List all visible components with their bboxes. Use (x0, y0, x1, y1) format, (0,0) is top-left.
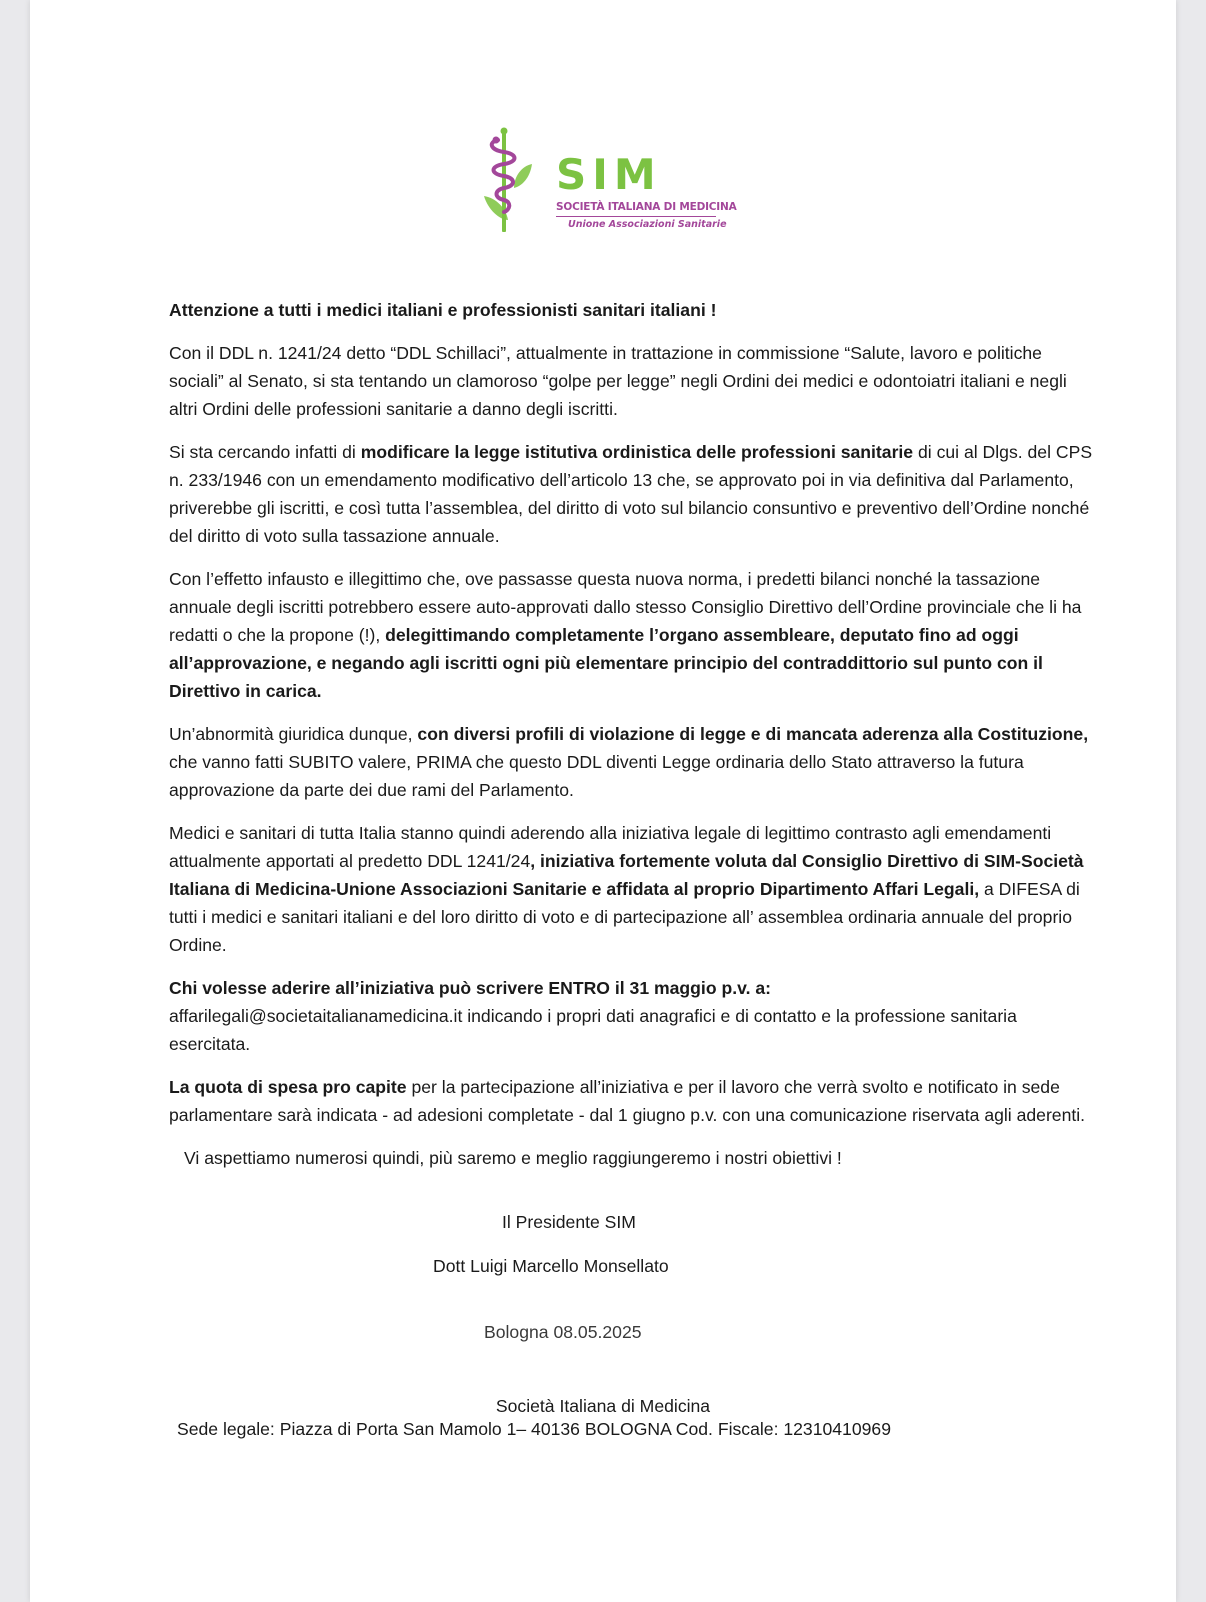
letter-body (169, 296, 1099, 1187)
logo-sim-wordmark: SIM (556, 150, 662, 199)
logo-tagline: Unione Associazioni Sanitarie (568, 219, 727, 230)
footer-address: Sede legale: Piazza di Porta San Mamolo 1– 40136 BOLOGNA Cod. Fiscale: 12310410969 (177, 1419, 891, 1439)
closing-line: Vi aspettiamo numerosi quindi, più saremo e meglio raggiungeremo i nostri obiettivi ! (184, 1148, 842, 1168)
paragraph-7: La quota di spesa pro capite per la partecipazione all’iniziativa e per il lavoro che verrà svolto e notificato in sede parlamentare sarà indicata - ad adesioni completate - dal 1 giugno p.v. con una comunicazione riservata agli aderenti. (169, 1077, 1086, 1125)
paragraph-4: Un’abnormità giuridica dunque, con diversi profili di violazione di legge e di mancata aderenza alla Costituzione, che vanno fatti SUBITO valere, PRIMA che questo DDL diventi Legge ordinaria dello Stato attraverso la futura approvazione da parte dei due rami del Parlamento. (169, 724, 1089, 800)
logo-subtitle: SOCIETÀ ITALIANA DI MEDICINA (556, 201, 737, 213)
paragraph-2: Si sta cercando infatti di modificare la legge istitutiva ordinistica delle professioni sanitarie di cui al Dlgs. del CPS n. 233/1946 con un emendamento modificativo dell’articolo 13 che, se approvato poi in via definitiva dal Parlamento, priverebbe gli iscritti, e così tutta l’assemblea, del diritto di voto sul bilancio consuntivo e preventivo dell’Ordine nonché del diritto di voto sulla tassazione annuale. (169, 442, 1093, 546)
paragraph-1: Con il DDL n. 1241/24 detto “DDL Schillaci”, attualmente in trattazione in commissione “Salute, lavoro e politiche sociali” al Senato, si sta tentando un clamoroso “golpe per legge” negli Ordini dei medici e odontoiatri italiani e negli altri Ordini delle professioni sanitarie a danno degli iscritti. (169, 343, 1067, 419)
paragraph-5: Medici e sanitari di tutta Italia stanno quindi aderendo alla iniziativa legale di legittimo contrasto agli emendamenti attualmente apportati al predetto DDL 1241/24, iniziativa fortemente voluta dal Consiglio Direttivo di SIM-Società Italiana di Medicina-Unione Associazioni Sanitarie e affidata al proprio Dipartimento Affari Legali, a DIFESA di tutti i medici e sanitari italiani e del loro diritto di voto e di partecipazione all’ assemblea ordinaria annuale del proprio Ordine. (169, 823, 1084, 955)
letter-heading: Attenzione a tutti i medici italiani e professionisti sanitari italiani ! (169, 300, 717, 320)
document-page (30, 0, 1176, 1602)
paragraph-6: Chi volesse aderire all’iniziativa può scrivere ENTRO il 31 maggio p.v. a: affarilegali@societaitalianamedicina.it indicando i propri dati anagrafici e di contatto e la professione sanitaria esercitata. (169, 978, 1017, 1054)
letter-date: Bologna 08.05.2025 (484, 1322, 642, 1342)
logo-divider (556, 216, 716, 217)
signature-title: Il Presidente SIM (502, 1212, 636, 1232)
caduceus-icon (478, 124, 558, 236)
contact-email-text: affarilegali@societaitalianamedicina.it indicando i propri dati anagrafici e di contatto e la professione sanitaria esercitata. (169, 1006, 1017, 1054)
paragraph-3: Con l’effetto infausto e illegittimo che, ove passasse questa nuova norma, i predetti bilanci nonché la tassazione annuale degli iscritti potrebbero essere auto-approvati dallo stesso Consiglio Direttivo dell’Ordine provinciale che li ha redatti o che la propone (!), delegittimando completamente l’organo assembleare, deputato fino ad oggi all’approvazione, e negando agli iscritti ogni più elementare principio del contraddittorio sul punto con il Direttivo in carica. (169, 569, 1082, 701)
signature-name: Dott Luigi Marcello Monsellato (433, 1256, 669, 1276)
sim-logo (478, 124, 738, 236)
footer-org: Società Italiana di Medicina (495, 1396, 711, 1416)
